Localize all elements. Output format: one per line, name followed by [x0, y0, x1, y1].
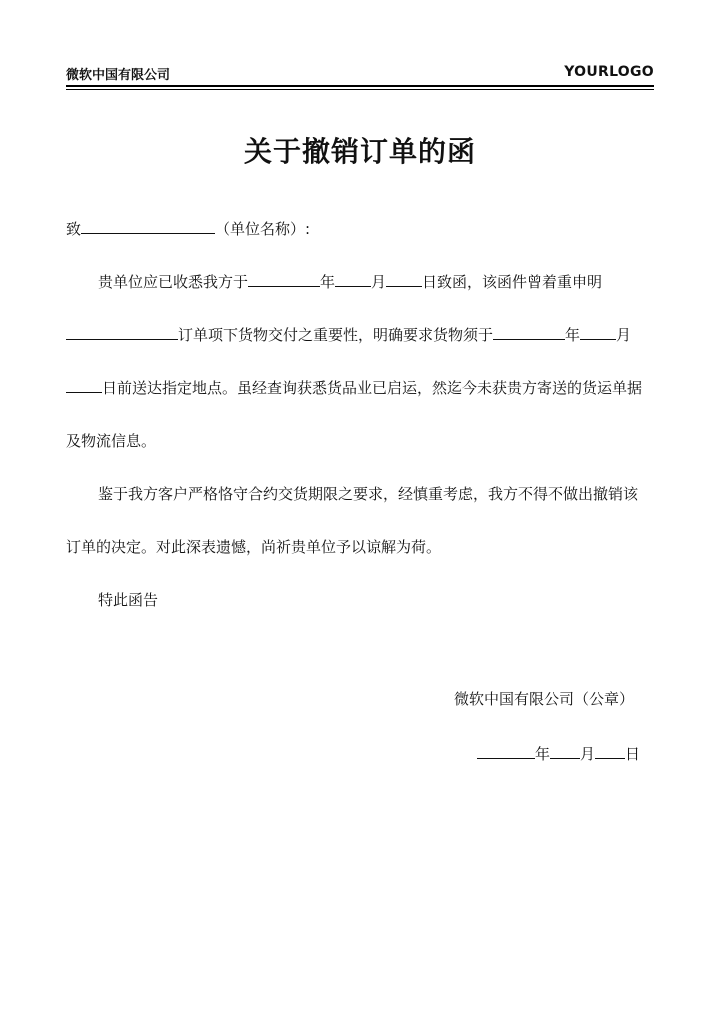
- paragraph-1: [66, 256, 646, 468]
- para1-text-3: 月: [371, 273, 387, 291]
- year-blank-2[interactable]: [493, 325, 565, 340]
- sign-year-label: 年: [534, 745, 550, 763]
- sign-day-blank[interactable]: [595, 744, 625, 759]
- sign-month-blank[interactable]: [550, 744, 580, 759]
- para1-text-6: 年: [565, 326, 581, 344]
- para1-text-8: 日前送达指定地点。虽经查询获悉货品业已启运，然迄今未获贵方寄送的货运单据及物流信息。: [66, 379, 643, 450]
- year-blank-1[interactable]: [248, 272, 320, 287]
- letter-body: [66, 203, 646, 627]
- para1-text-4: 日致函，该函件曾着重申明: [422, 273, 603, 291]
- para1-text-2: 年: [320, 273, 336, 291]
- para1-text-1: 贵单位应已收悉我方于: [98, 273, 249, 291]
- closing-line: 特此函告: [98, 591, 159, 609]
- para1-text-5: 订单项下货物交付之重要性，明确要求货物须于: [178, 326, 494, 344]
- header-rule-thick: [66, 85, 654, 87]
- para1-text-7: 月: [616, 326, 632, 344]
- paragraph-2: 鉴于我方客户严格恪守合约交货期限之要求，经慎重考虑，我方不得不做出撤销该订单的决定。对此深表遗憾，尚祈贵单位予以谅解为荷。: [66, 485, 639, 556]
- sign-year-blank[interactable]: [477, 744, 535, 759]
- header-logo: YOURLOGO: [564, 64, 654, 80]
- header-company-name: 微软中国有限公司: [66, 68, 171, 83]
- day-blank-1[interactable]: [386, 272, 422, 287]
- signature: 微软中国有限公司（公章）: [453, 690, 634, 708]
- sign-day-label: 日: [624, 745, 640, 763]
- month-blank-2[interactable]: [580, 325, 616, 340]
- document-title: 关于撤销订单的函: [243, 135, 476, 168]
- recipient-blank[interactable]: [81, 219, 215, 234]
- date-line: [477, 743, 640, 764]
- order-number-blank[interactable]: [66, 325, 178, 340]
- salutation: [66, 203, 646, 256]
- sign-month-label: 月: [579, 745, 595, 763]
- day-blank-2[interactable]: [66, 378, 102, 393]
- month-blank-1[interactable]: [335, 272, 371, 287]
- salutation-suffix: （单位名称）:: [215, 220, 311, 238]
- salutation-prefix: 致: [66, 220, 82, 238]
- page-header: [66, 60, 654, 90]
- header-rule-thin: [66, 89, 654, 90]
